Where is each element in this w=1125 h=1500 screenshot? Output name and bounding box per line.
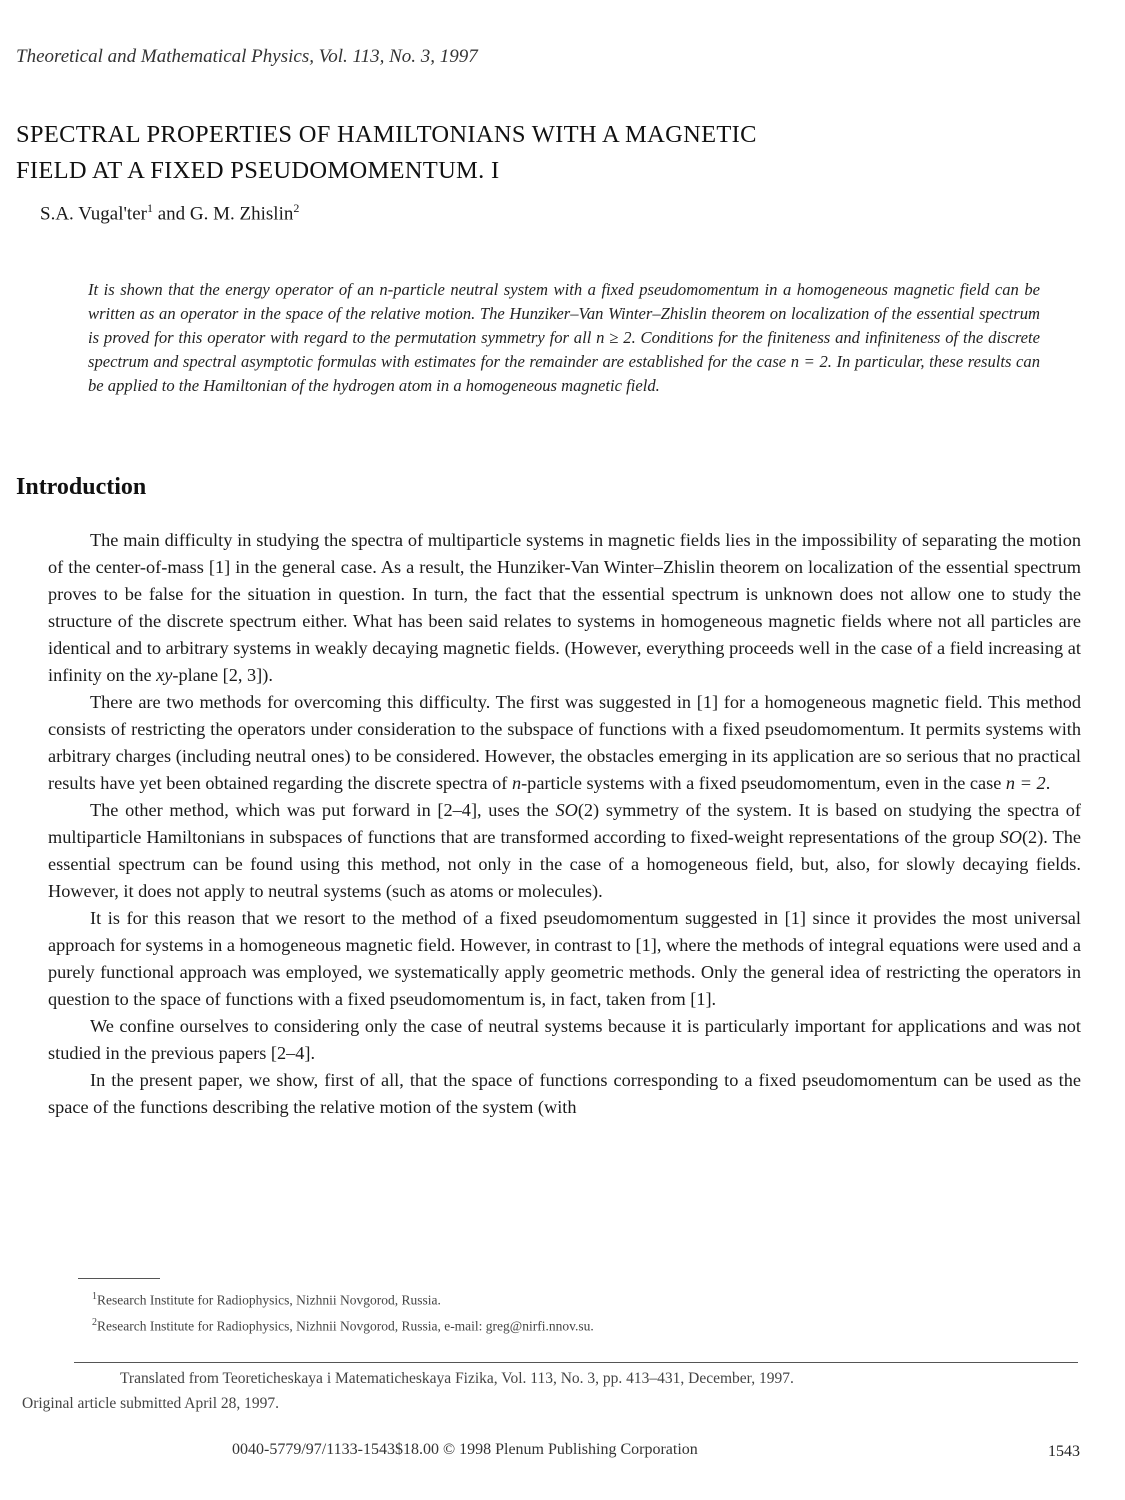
footnote-2 xyxy=(92,1312,1072,1338)
body-text xyxy=(48,527,1081,1121)
footnote-divider xyxy=(78,1278,160,1279)
section-heading-introduction: Introduction xyxy=(16,474,147,500)
math-inline: SO xyxy=(555,800,578,820)
translation-divider xyxy=(74,1362,1078,1363)
paragraph-5: We confine ourselves to considering only the case of neutral systems because it is particularly important for applications and was not studied in the previous papers [2–4]. xyxy=(48,1016,1081,1063)
paragraph-3 xyxy=(48,797,1081,905)
footnotes xyxy=(92,1286,1072,1337)
copyright-line: 0040-5779/97/1133-1543$18.00 © 1998 Plenum Publishing Corporation xyxy=(232,1441,698,1458)
abstract-math: n ≥ 2 xyxy=(596,328,632,347)
author-joiner: and xyxy=(152,203,190,225)
title-line-1: SPECTRAL PROPERTIES OF HAMILTONIANS WITH A MAGNETIC xyxy=(16,121,757,148)
paragraph-text: There are two methods for overcoming this difficulty. The first was suggested in [1] for a homogeneous magnetic field. This method consists of restricting the operators under consideration to the subspace of functions with a fixed pseudomomentum. It permits systems with arbitrary charges (including neutral ones) to be considered. However, the obstacles emerging in its application are so serious that no practical results have yet been obtained regarding the discrete spectra of xyxy=(48,692,1081,793)
paragraph-2 xyxy=(48,689,1081,797)
paragraph-text: -particle systems with a fixed pseudomomentum, even in the case xyxy=(521,773,1006,793)
journal-header: Theoretical and Mathematical Physics, Vol. 113, No. 3, 1997 xyxy=(16,46,478,67)
paragraph-text: The other method, which was put forward in [2–4], uses the xyxy=(90,800,556,820)
abstract-text: -particle neutral system with a fixed pseudomomentum in a homogeneous magnetic field can be written as an operator in the space of the relative motion. The Hunziker–Van Winter–Zhislin theorem on localization of the essential spectrum is proved for this operator with regard to the permutation symmetry for all xyxy=(88,280,1040,347)
paragraph-text: (2) symmetry of the system. It is based on studying the spectra of multiparticle Hamiltonians in subspaces of functions that are transformed according to fixed-weight representations of the group xyxy=(48,800,1081,847)
author-1-mark: 1 xyxy=(146,201,153,215)
abstract xyxy=(88,278,1040,398)
math-inline: xy xyxy=(156,665,173,685)
math-inline: n xyxy=(511,773,522,793)
paragraph-text: . xyxy=(1045,773,1051,793)
footnote-mark: 2 xyxy=(92,1316,97,1328)
abstract-text: . In particular, these results can be applied to the Hamiltonian of the hydrogen atom in a homogeneous magnetic field. xyxy=(88,352,1040,395)
authors xyxy=(40,201,299,225)
translation-note xyxy=(22,1366,1080,1416)
title-line-2: FIELD AT A FIXED PSEUDOMOMENTUM. I xyxy=(16,157,500,184)
footnote-1 xyxy=(92,1286,1072,1312)
paragraph-text: (2). The essential spectrum can be found using this method, not only in the case of a homogeneous field, but, also, for slowly decaying fields. However, it does not apply to neutral systems (such as atoms or molecules). xyxy=(48,827,1081,901)
translation-line-1: Translated from Teoreticheskaya i Matematicheskaya Fizika, Vol. 113, No. 3, pp. 413–431, December, 1997. xyxy=(120,1370,794,1387)
abstract-math: n = 2 xyxy=(790,352,828,371)
paragraph-6: In the present paper, we show, first of all, that the space of functions corresponding to a fixed pseudomomentum can be used as the space of the functions describing the relative motion of the system (with xyxy=(48,1070,1081,1117)
footnote-text: Research Institute for Radiophysics, Nizhnii Novgorod, Russia, e-mail: greg@nirfi.nnov.su. xyxy=(97,1318,594,1333)
abstract-math: n xyxy=(379,280,388,299)
paper-title xyxy=(16,117,1076,189)
footnote-mark: 1 xyxy=(92,1291,97,1302)
paragraph-4: It is for this reason that we resort to the method of a fixed pseudomomentum suggested in [1] since it provides the most universal approach for systems in a homogeneous magnetic field. However, in contrast to [1], where the methods of integral equations were used and a purely functional approach was employed, we systematically apply geometric methods. Only the general idea of restricting the operators in question to the space of functions with a fixed pseudomomentum is, in fact, taken from [1]. xyxy=(48,908,1081,1009)
author-1: S.A. Vugal'ter xyxy=(40,203,147,225)
paragraph-text: -plane [2, 3]). xyxy=(172,665,273,685)
page-number: 1543 xyxy=(1048,1443,1080,1460)
paragraph-text: The main difficulty in studying the spectra of multiparticle systems in magnetic fields lies in the impossibility of separating the motion of the center-of-mass [1] in the general case. As a result, the Hunziker-Van Winter–Zhislin theorem on localization of the essential spectrum proves to be false for the situation in question. In turn, the fact that the essential spectrum is unknown does not allow one to study the structure of the discrete spectrum either. What has been said relates to systems in homogeneous magnetic fields where not all particles are identical and to arbitrary systems in weakly decaying magnetic fields. (However, everything proceeds well in the case of a field increasing at infinity on the xyxy=(48,530,1081,685)
math-inline: SO xyxy=(999,827,1022,847)
author-2: G. M. Zhislin xyxy=(189,203,294,225)
abstract-text: It is shown that the energy operator of an xyxy=(88,280,380,299)
footnote-text: Research Institute for Radiophysics, Nizhnii Novgorod, Russia. xyxy=(97,1292,441,1308)
math-inline: n = 2 xyxy=(1005,773,1046,793)
abstract-text: . Conditions for the finiteness and infiniteness of the discrete spectrum and spectral asymptotic formulas with estimates for the remainder are established for the case xyxy=(88,328,1040,371)
paragraph-1 xyxy=(48,527,1081,689)
translation-line-2: Original article submitted April 28, 1997. xyxy=(22,1395,279,1412)
author-2-mark: 2 xyxy=(293,201,300,215)
